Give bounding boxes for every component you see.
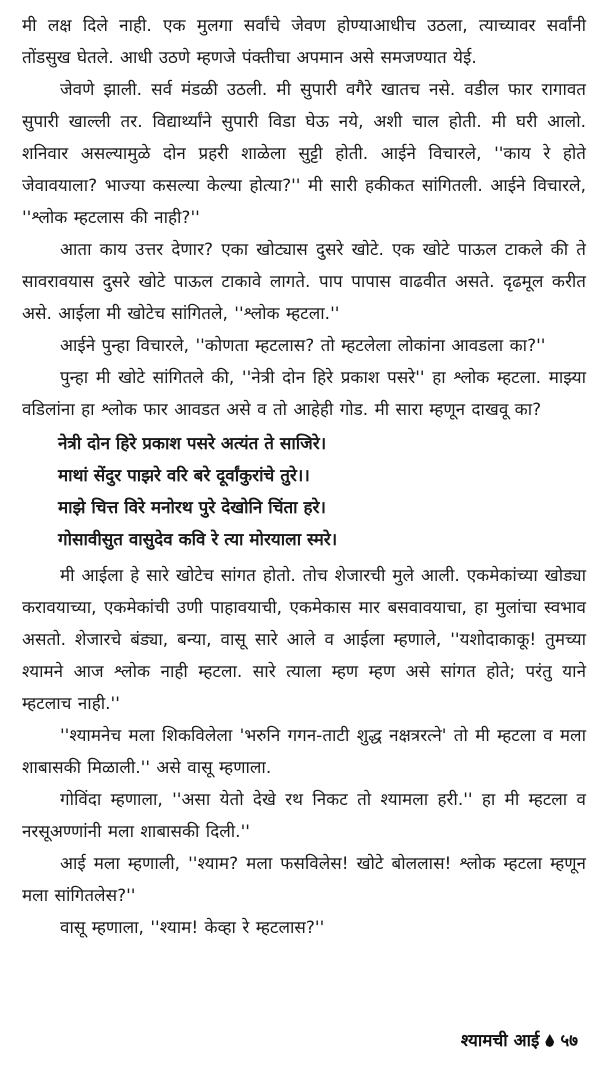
- verse-line-4: गोसावीसुत वासुदेव कवि रे त्या मोरयाला स्मरे।: [58, 530, 338, 550]
- shloka-verse: [22, 428, 586, 556]
- paragraph-8: गोविंदा म्हणाला, ''असा येतो देखे रथ निकट तो श्यामला हरी.'' हा मी म्हटला व नरसूअण्णांनी मला शाबासकी दिली.'': [22, 790, 586, 842]
- paragraph-7: ''श्यामनेच मला शिकविलेला 'भरुनि गगन-ताटी शुद्ध नक्षत्ररत्ने' तो मी म्हटला व मला शाबासकी मिळाली.'' असे वासू म्हणाला.: [22, 726, 586, 778]
- teardrop-icon: [545, 1034, 554, 1047]
- book-title: श्यामची आई: [460, 1031, 540, 1051]
- verse-line-1: नेत्री दोन हिरे प्रकाश पसरे अत्यंत ते साजिरे।: [58, 434, 327, 454]
- paragraph-1: मी लक्ष दिले नाही. एक मुलगा सर्वांचे जेवण होण्याआधीच उठला, त्याच्यावर सर्वांनी तोंडसुख घेतले. आधी उठणे म्हणजे पंक्तीचा अपमान असे समजण्यात येई.: [22, 16, 586, 68]
- verse-line-3: माझे चित्त विरे मनोरथ पुरे देखोनि चिंता हरे।: [58, 498, 326, 518]
- page-footer: [461, 1028, 578, 1051]
- paragraph-3: आता काय उत्तर देणार? एका खोट्यास दुसरे खोटे. एक खोटे पाऊल टाकले की ते सावरावयास दुसरे खोटे पाऊल टाकावे लागते. पाप पापास वाढवीत असते. दृढमूल करीत असे. आईला मी खोटेच सांगितले, ''श्लोक म्हटला.'': [22, 240, 586, 324]
- verse-line-2: माथां सेंदुर पाझरे वरि बरे दूर्वांकुरांचे तुरे।।: [58, 466, 310, 486]
- paragraph-9: आई मला म्हणाली, ''श्याम? मला फसविलेस! खोटे बोललास! श्लोक म्हटला म्हणून मला सांगितलेस?'': [22, 854, 586, 906]
- paragraph-5: पुन्हा मी खोटे सांगितले की, ''नेत्री दोन हिरे प्रकाश पसरे'' हा श्लोक म्हटला. माझ्या वडिलांना हा श्लोक फार आवडत असे व तो आहेही गोड. मी सारा म्हणून दाखवू का?: [22, 368, 586, 420]
- paragraph-10: वासू म्हणाला, ''श्याम! केव्हा रे म्हटलास?'': [60, 918, 325, 938]
- paragraph-4: आईने पुन्हा विचारले, ''कोणता म्हटलास? तो म्हटलेला लोकांना आवडला का?'': [60, 336, 546, 356]
- page-number: ५७: [560, 1031, 578, 1051]
- paragraph-6: मी आईला हे सारे खोटेच सांगत होतो. तोच शेजारची मुले आली. एकमेकांच्या खोड्या करावयाच्या, एकमेकांची उणी पाहावयाची, एकमेकास मार बसवावयाचा, हा मुलांचा स्वभाव असतो. शेजारचे बंड्या, बन्या, वासू सारे आले व आईला म्हणाले, ''यशोदाकाकू! तुमच्या श्यामने आज श्लोक नाही म्हटला. सारे त्याला म्हण म्हण असे सांगत होते; परंतु याने म्हटलाच नाही.'': [22, 566, 586, 714]
- paragraph-2: जेवणे झाली. सर्व मंडळी उठली. मी सुपारी वगैरे खातच नसे. वडील फार रागावत सुपारी खाल्ली तर. विद्यार्थ्यांने सुपारी विडा घेऊ नये, अशी चाल होती. मी घरी आलो. शनिवार असल्यामुळे दोन प्रहरी शाळेला सुट्टी होती. आईने विचारले, ''काय रे होते जेवावयाला? भाज्या कसल्या केल्या होत्या?'' मी सारी हकीकत सांगितली. आईने विचारले, ''श्लोक म्हटलास की नाही?'': [22, 80, 586, 228]
